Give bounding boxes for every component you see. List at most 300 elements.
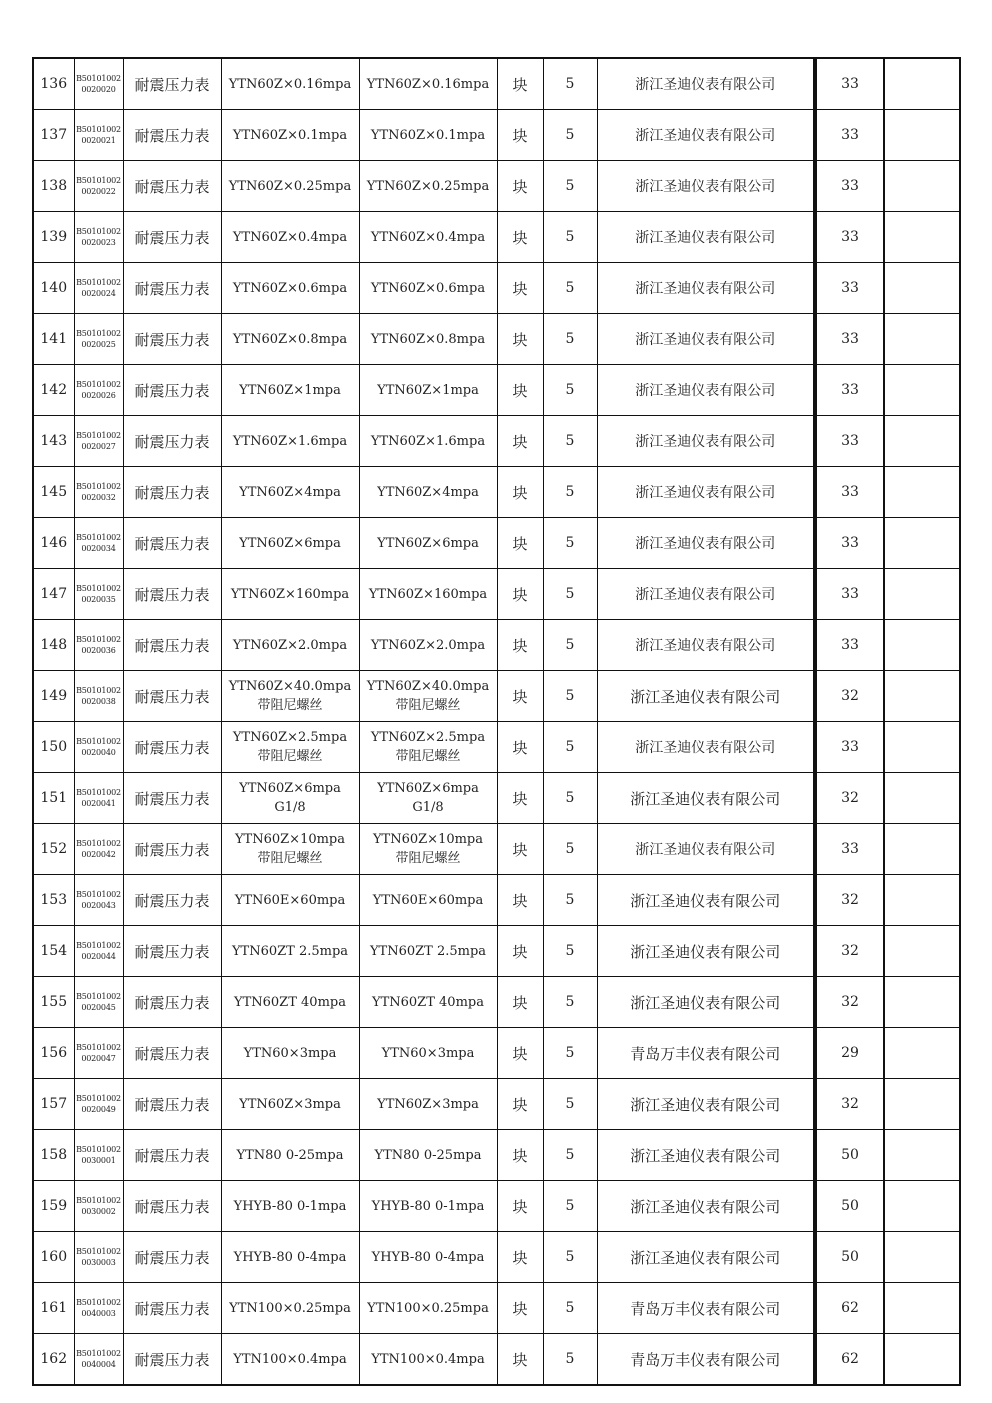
material-name: 耐震压力表 <box>123 926 221 977</box>
spec-cell <box>221 1334 359 1386</box>
spec-cell <box>221 212 359 263</box>
model-cell <box>359 1334 497 1386</box>
unit-cell: 块 <box>497 58 543 110</box>
remark-cell <box>884 569 960 620</box>
model-cell-line: YHYB-80 0-1mpa <box>371 1198 485 1214</box>
quantity-cell: 5 <box>543 1181 597 1232</box>
row-number: 136 <box>33 58 74 110</box>
unit-price-cell: 33 <box>816 263 884 314</box>
remark-cell <box>884 467 960 518</box>
material-code-line: B50101002 <box>76 788 121 797</box>
remark-cell <box>884 1232 960 1283</box>
material-name: 耐震压力表 <box>123 263 221 314</box>
quantity-cell: 5 <box>543 263 597 314</box>
material-code <box>74 1334 123 1386</box>
table-row <box>33 58 960 110</box>
table-row <box>33 263 960 314</box>
material-code <box>74 722 123 773</box>
remark-cell <box>884 671 960 722</box>
quantity-cell: 5 <box>543 1028 597 1079</box>
table-row <box>33 620 960 671</box>
unit-price-cell: 62 <box>816 1283 884 1334</box>
manufacturer-cell: 浙江圣迪仪表有限公司 <box>597 824 814 875</box>
unit-price-cell: 29 <box>816 1028 884 1079</box>
material-code-line: 0020045 <box>81 1003 116 1012</box>
spec-cell-line: YTN60×3mpa <box>243 1045 337 1061</box>
material-name: 耐震压力表 <box>123 569 221 620</box>
model-cell <box>359 1028 497 1079</box>
unit-price-cell: 62 <box>816 1334 884 1386</box>
quantity-cell: 5 <box>543 569 597 620</box>
model-cell <box>359 773 497 824</box>
model-cell <box>359 824 497 875</box>
material-code-line: 0020032 <box>81 493 116 502</box>
quantity-cell: 5 <box>543 110 597 161</box>
model-cell-line: YTN60Z×0.4mpa <box>370 229 486 245</box>
manufacturer-cell: 浙江圣迪仪表有限公司 <box>597 722 814 773</box>
spec-cell-line: YTN60Z×0.8mpa <box>232 331 348 347</box>
material-code-line: B50101002 <box>76 635 121 644</box>
model-cell <box>359 263 497 314</box>
unit-price-cell: 33 <box>816 722 884 773</box>
row-number: 160 <box>33 1232 74 1283</box>
model-cell-line: YTN60Z×6mpa <box>377 781 479 796</box>
quantity-cell: 5 <box>543 875 597 926</box>
unit-price-cell: 50 <box>816 1181 884 1232</box>
unit-cell: 块 <box>497 977 543 1028</box>
remark-cell <box>884 416 960 467</box>
material-code-line: B50101002 <box>76 941 121 950</box>
row-number: 140 <box>33 263 74 314</box>
manufacturer-cell: 青岛万丰仪表有限公司 <box>597 1283 814 1334</box>
model-cell <box>359 518 497 569</box>
manufacturer-cell: 浙江圣迪仪表有限公司 <box>597 569 814 620</box>
material-code-line: 0020044 <box>81 952 116 961</box>
unit-cell: 块 <box>497 1181 543 1232</box>
quantity-cell: 5 <box>543 1334 597 1386</box>
material-code <box>74 314 123 365</box>
remark-cell <box>884 518 960 569</box>
row-number: 138 <box>33 161 74 212</box>
spec-cell-line: YTN60Z×2.5mpa <box>232 730 348 745</box>
table-row <box>33 1181 960 1232</box>
spec-cell-line: 带阻尼螺丝 <box>257 749 323 764</box>
material-code <box>74 620 123 671</box>
material-code <box>74 875 123 926</box>
material-code-line: 0020020 <box>81 85 116 94</box>
unit-price-cell: 50 <box>816 1232 884 1283</box>
unit-cell: 块 <box>497 875 543 926</box>
quantity-cell: 5 <box>543 1079 597 1130</box>
manufacturer-cell: 浙江圣迪仪表有限公司 <box>597 161 814 212</box>
manufacturer-cell: 浙江圣迪仪表有限公司 <box>597 773 814 824</box>
remark-cell <box>884 977 960 1028</box>
table-row <box>33 671 960 722</box>
table-row <box>33 1283 960 1334</box>
remark-cell <box>884 212 960 263</box>
quantity-cell: 5 <box>543 824 597 875</box>
material-code-line: B50101002 <box>76 839 121 848</box>
unit-price-cell: 33 <box>816 110 884 161</box>
material-name: 耐震压力表 <box>123 467 221 518</box>
model-cell-line: YTN60Z×160mpa <box>368 586 488 602</box>
spec-cell <box>221 110 359 161</box>
table-row <box>33 161 960 212</box>
material-code-line: 0020038 <box>81 697 116 706</box>
material-name: 耐震压力表 <box>123 875 221 926</box>
quantity-cell: 5 <box>543 926 597 977</box>
remark-cell <box>884 875 960 926</box>
unit-cell: 块 <box>497 314 543 365</box>
table-body <box>33 58 960 1385</box>
unit-cell: 块 <box>497 518 543 569</box>
price-table <box>32 57 961 1386</box>
material-code-line: B50101002 <box>76 329 121 338</box>
material-code-line: 0020027 <box>81 442 116 451</box>
spec-cell <box>221 416 359 467</box>
spec-cell-line: YTN80 0-25mpa <box>236 1147 344 1163</box>
model-cell-line: YTN60Z×0.8mpa <box>370 331 486 347</box>
model-cell <box>359 110 497 161</box>
spec-cell-line: YTN60Z×2.0mpa <box>232 637 348 653</box>
material-code-line: B50101002 <box>76 227 121 236</box>
material-name: 耐震压力表 <box>123 161 221 212</box>
row-number: 147 <box>33 569 74 620</box>
manufacturer-cell: 浙江圣迪仪表有限公司 <box>597 58 814 110</box>
material-code-line: B50101002 <box>76 1043 121 1052</box>
model-cell-line: YTN80 0-25mpa <box>374 1147 482 1163</box>
material-name: 耐震压力表 <box>123 212 221 263</box>
quantity-cell: 5 <box>543 58 597 110</box>
remark-cell <box>884 161 960 212</box>
manufacturer-cell: 浙江圣迪仪表有限公司 <box>597 671 814 722</box>
model-cell <box>359 58 497 110</box>
table-row <box>33 569 960 620</box>
material-code-line: B50101002 <box>76 890 121 899</box>
manufacturer-cell: 浙江圣迪仪表有限公司 <box>597 1232 814 1283</box>
spec-cell <box>221 722 359 773</box>
material-code-line: B50101002 <box>76 125 121 134</box>
unit-cell: 块 <box>497 671 543 722</box>
spec-cell-line: YTN60Z×40.0mpa <box>228 679 352 694</box>
unit-cell: 块 <box>497 161 543 212</box>
unit-cell: 块 <box>497 365 543 416</box>
manufacturer-cell: 浙江圣迪仪表有限公司 <box>597 416 814 467</box>
material-code-line: 0020042 <box>81 850 116 859</box>
model-cell-line: YTN60Z×4mpa <box>377 484 479 500</box>
material-code-line: B50101002 <box>76 1349 121 1358</box>
row-number: 153 <box>33 875 74 926</box>
unit-price-cell: 33 <box>816 824 884 875</box>
material-name: 耐震压力表 <box>123 1181 221 1232</box>
model-cell-line: YTN100×0.25mpa <box>367 1300 489 1316</box>
model-cell-line: YTN60ZT 40mpa <box>372 994 484 1010</box>
material-code-line: B50101002 <box>76 482 121 491</box>
model-cell <box>359 1232 497 1283</box>
quantity-cell: 5 <box>543 161 597 212</box>
manufacturer-cell: 浙江圣迪仪表有限公司 <box>597 977 814 1028</box>
model-cell <box>359 620 497 671</box>
quantity-cell: 5 <box>543 314 597 365</box>
model-cell-line: YTN60Z×1mpa <box>377 382 479 398</box>
remark-cell <box>884 773 960 824</box>
material-code-line: B50101002 <box>76 431 121 440</box>
table-row <box>33 212 960 263</box>
material-code-line: 0020025 <box>81 340 116 349</box>
material-code <box>74 1181 123 1232</box>
material-name: 耐震压力表 <box>123 977 221 1028</box>
model-cell <box>359 212 497 263</box>
table-row <box>33 518 960 569</box>
unit-price-cell: 32 <box>816 1079 884 1130</box>
material-name: 耐震压力表 <box>123 518 221 569</box>
manufacturer-cell: 浙江圣迪仪表有限公司 <box>597 926 814 977</box>
manufacturer-cell: 浙江圣迪仪表有限公司 <box>597 365 814 416</box>
remark-cell <box>884 58 960 110</box>
material-code-line: 0020040 <box>81 748 116 757</box>
row-number: 156 <box>33 1028 74 1079</box>
spec-cell-line: YTN60Z×0.25mpa <box>228 178 352 194</box>
material-code-line: B50101002 <box>76 1145 121 1154</box>
material-name: 耐震压力表 <box>123 110 221 161</box>
model-cell-line: 带阻尼螺丝 <box>395 698 461 713</box>
model-cell-line: YTN60Z×0.25mpa <box>366 178 490 194</box>
model-cell <box>359 467 497 518</box>
model-cell <box>359 671 497 722</box>
quantity-cell: 5 <box>543 365 597 416</box>
unit-price-cell: 33 <box>816 365 884 416</box>
model-cell <box>359 926 497 977</box>
spec-cell-line: YTN60ZT 2.5mpa <box>231 943 349 959</box>
unit-cell: 块 <box>497 1028 543 1079</box>
table-row <box>33 977 960 1028</box>
spec-cell <box>221 773 359 824</box>
material-code <box>74 926 123 977</box>
spec-cell-line: 带阻尼螺丝 <box>257 851 323 866</box>
row-number: 158 <box>33 1130 74 1181</box>
unit-cell: 块 <box>497 263 543 314</box>
model-cell <box>359 569 497 620</box>
unit-price-cell: 50 <box>816 1130 884 1181</box>
material-code-line: B50101002 <box>76 533 121 542</box>
unit-cell: 块 <box>497 773 543 824</box>
spec-cell-line: YTN100×0.4mpa <box>233 1351 347 1367</box>
manufacturer-cell: 青岛万丰仪表有限公司 <box>597 1334 814 1386</box>
manufacturer-cell: 浙江圣迪仪表有限公司 <box>597 620 814 671</box>
quantity-cell: 5 <box>543 620 597 671</box>
material-name: 耐震压力表 <box>123 722 221 773</box>
model-cell-line: YTN60Z×1.6mpa <box>370 433 486 449</box>
spec-cell <box>221 1232 359 1283</box>
table-row <box>33 110 960 161</box>
material-code-line: B50101002 <box>76 74 121 83</box>
manufacturer-cell: 浙江圣迪仪表有限公司 <box>597 263 814 314</box>
model-cell <box>359 977 497 1028</box>
spec-cell <box>221 977 359 1028</box>
table-row <box>33 1028 960 1079</box>
table-row <box>33 926 960 977</box>
manufacturer-cell: 浙江圣迪仪表有限公司 <box>597 110 814 161</box>
unit-price-cell: 33 <box>816 58 884 110</box>
remark-cell <box>884 314 960 365</box>
remark-cell <box>884 1079 960 1130</box>
material-code <box>74 161 123 212</box>
model-cell-line: YTN60Z×3mpa <box>377 1096 479 1112</box>
remark-cell <box>884 1334 960 1386</box>
quantity-cell: 5 <box>543 773 597 824</box>
material-code-line: 0040003 <box>81 1309 116 1318</box>
manufacturer-cell: 浙江圣迪仪表有限公司 <box>597 467 814 518</box>
material-code <box>74 58 123 110</box>
material-code <box>74 1079 123 1130</box>
spec-cell-line: YTN60Z×1.6mpa <box>232 433 348 449</box>
spec-cell-line: YTN60Z×6mpa <box>239 535 341 551</box>
material-code-line: B50101002 <box>76 1196 121 1205</box>
material-code <box>74 1283 123 1334</box>
model-cell-line: YTN100×0.4mpa <box>371 1351 485 1367</box>
spec-cell <box>221 1181 359 1232</box>
material-code <box>74 263 123 314</box>
material-name: 耐震压力表 <box>123 416 221 467</box>
spec-cell <box>221 1079 359 1130</box>
unit-cell: 块 <box>497 1079 543 1130</box>
spec-cell-line: YTN60E×60mpa <box>234 892 346 908</box>
material-name: 耐震压力表 <box>123 314 221 365</box>
quantity-cell: 5 <box>543 1130 597 1181</box>
model-cell-line: YTN60Z×6mpa <box>377 535 479 551</box>
table-row <box>33 824 960 875</box>
unit-cell: 块 <box>497 620 543 671</box>
spec-cell-line: YTN60Z×0.1mpa <box>232 127 348 143</box>
row-number: 159 <box>33 1181 74 1232</box>
material-code <box>74 824 123 875</box>
material-code-line: 0020022 <box>81 187 116 196</box>
spec-cell-line: YTN60Z×0.16mpa <box>228 76 352 92</box>
material-code <box>74 365 123 416</box>
unit-price-cell: 33 <box>816 161 884 212</box>
material-code <box>74 977 123 1028</box>
manufacturer-cell: 浙江圣迪仪表有限公司 <box>597 1079 814 1130</box>
material-name: 耐震压力表 <box>123 58 221 110</box>
unit-price-cell: 33 <box>816 518 884 569</box>
material-code <box>74 518 123 569</box>
row-number: 157 <box>33 1079 74 1130</box>
spec-cell <box>221 1028 359 1079</box>
material-name: 耐震压力表 <box>123 671 221 722</box>
spec-cell <box>221 671 359 722</box>
model-cell-line: YHYB-80 0-4mpa <box>371 1249 485 1265</box>
spec-cell-line: YTN60Z×3mpa <box>239 1096 341 1112</box>
model-cell <box>359 722 497 773</box>
material-code <box>74 110 123 161</box>
spec-cell-line: YTN100×0.25mpa <box>229 1300 351 1316</box>
model-cell <box>359 314 497 365</box>
unit-cell: 块 <box>497 722 543 773</box>
material-name: 耐震压力表 <box>123 824 221 875</box>
unit-cell: 块 <box>497 416 543 467</box>
row-number: 161 <box>33 1283 74 1334</box>
model-cell-line: YTN60Z×0.1mpa <box>370 127 486 143</box>
model-cell <box>359 875 497 926</box>
model-cell-line: YTN60Z×0.16mpa <box>366 76 490 92</box>
spec-cell <box>221 875 359 926</box>
material-code-line: B50101002 <box>76 1094 121 1103</box>
spec-cell <box>221 58 359 110</box>
manufacturer-cell: 青岛万丰仪表有限公司 <box>597 1028 814 1079</box>
row-number: 146 <box>33 518 74 569</box>
remark-cell <box>884 824 960 875</box>
material-name: 耐震压力表 <box>123 1232 221 1283</box>
manufacturer-cell: 浙江圣迪仪表有限公司 <box>597 212 814 263</box>
material-code-line: B50101002 <box>76 278 121 287</box>
material-code <box>74 569 123 620</box>
unit-cell: 块 <box>497 212 543 263</box>
remark-cell <box>884 1028 960 1079</box>
spec-cell <box>221 314 359 365</box>
unit-cell: 块 <box>497 569 543 620</box>
spec-cell <box>221 1130 359 1181</box>
spec-cell-line: YTN60Z×1mpa <box>239 382 341 398</box>
row-number: 148 <box>33 620 74 671</box>
quantity-cell: 5 <box>543 416 597 467</box>
remark-cell <box>884 620 960 671</box>
model-cell-line: YTN60ZT 2.5mpa <box>369 943 487 959</box>
remark-cell <box>884 365 960 416</box>
material-code-line: B50101002 <box>76 1298 121 1307</box>
model-cell <box>359 161 497 212</box>
model-cell-line: 带阻尼螺丝 <box>395 749 461 764</box>
row-number: 143 <box>33 416 74 467</box>
material-code-line: 0020034 <box>81 544 116 553</box>
unit-price-cell: 32 <box>816 926 884 977</box>
spec-cell <box>221 518 359 569</box>
material-name: 耐震压力表 <box>123 1334 221 1386</box>
row-number: 141 <box>33 314 74 365</box>
table-row <box>33 1232 960 1283</box>
material-name: 耐震压力表 <box>123 365 221 416</box>
remark-cell <box>884 263 960 314</box>
spec-cell <box>221 467 359 518</box>
material-code-line: B50101002 <box>76 176 121 185</box>
material-code-line: 0020023 <box>81 238 116 247</box>
table-row <box>33 314 960 365</box>
material-code-line: 0020049 <box>81 1105 116 1114</box>
manufacturer-cell: 浙江圣迪仪表有限公司 <box>597 314 814 365</box>
material-code <box>74 1028 123 1079</box>
quantity-cell: 5 <box>543 1232 597 1283</box>
spec-cell-line: YTN60Z×160mpa <box>230 586 350 602</box>
model-cell-line: YTN60Z×0.6mpa <box>370 280 486 296</box>
model-cell <box>359 1130 497 1181</box>
material-code-line: 0020026 <box>81 391 116 400</box>
material-name: 耐震压力表 <box>123 620 221 671</box>
row-number: 145 <box>33 467 74 518</box>
unit-cell: 块 <box>497 1232 543 1283</box>
material-code-line: B50101002 <box>76 1247 121 1256</box>
table-row <box>33 1334 960 1386</box>
model-cell-line: YTN60×3mpa <box>381 1045 475 1061</box>
quantity-cell: 5 <box>543 467 597 518</box>
manufacturer-cell: 浙江圣迪仪表有限公司 <box>597 875 814 926</box>
material-code-line: 0020036 <box>81 646 116 655</box>
material-code-line: 0030001 <box>81 1156 116 1165</box>
quantity-cell: 5 <box>543 518 597 569</box>
material-name: 耐震压力表 <box>123 1079 221 1130</box>
manufacturer-cell: 浙江圣迪仪表有限公司 <box>597 1130 814 1181</box>
material-code-line: 0030002 <box>81 1207 116 1216</box>
material-code <box>74 1130 123 1181</box>
spec-cell-line: G1/8 <box>274 800 306 815</box>
